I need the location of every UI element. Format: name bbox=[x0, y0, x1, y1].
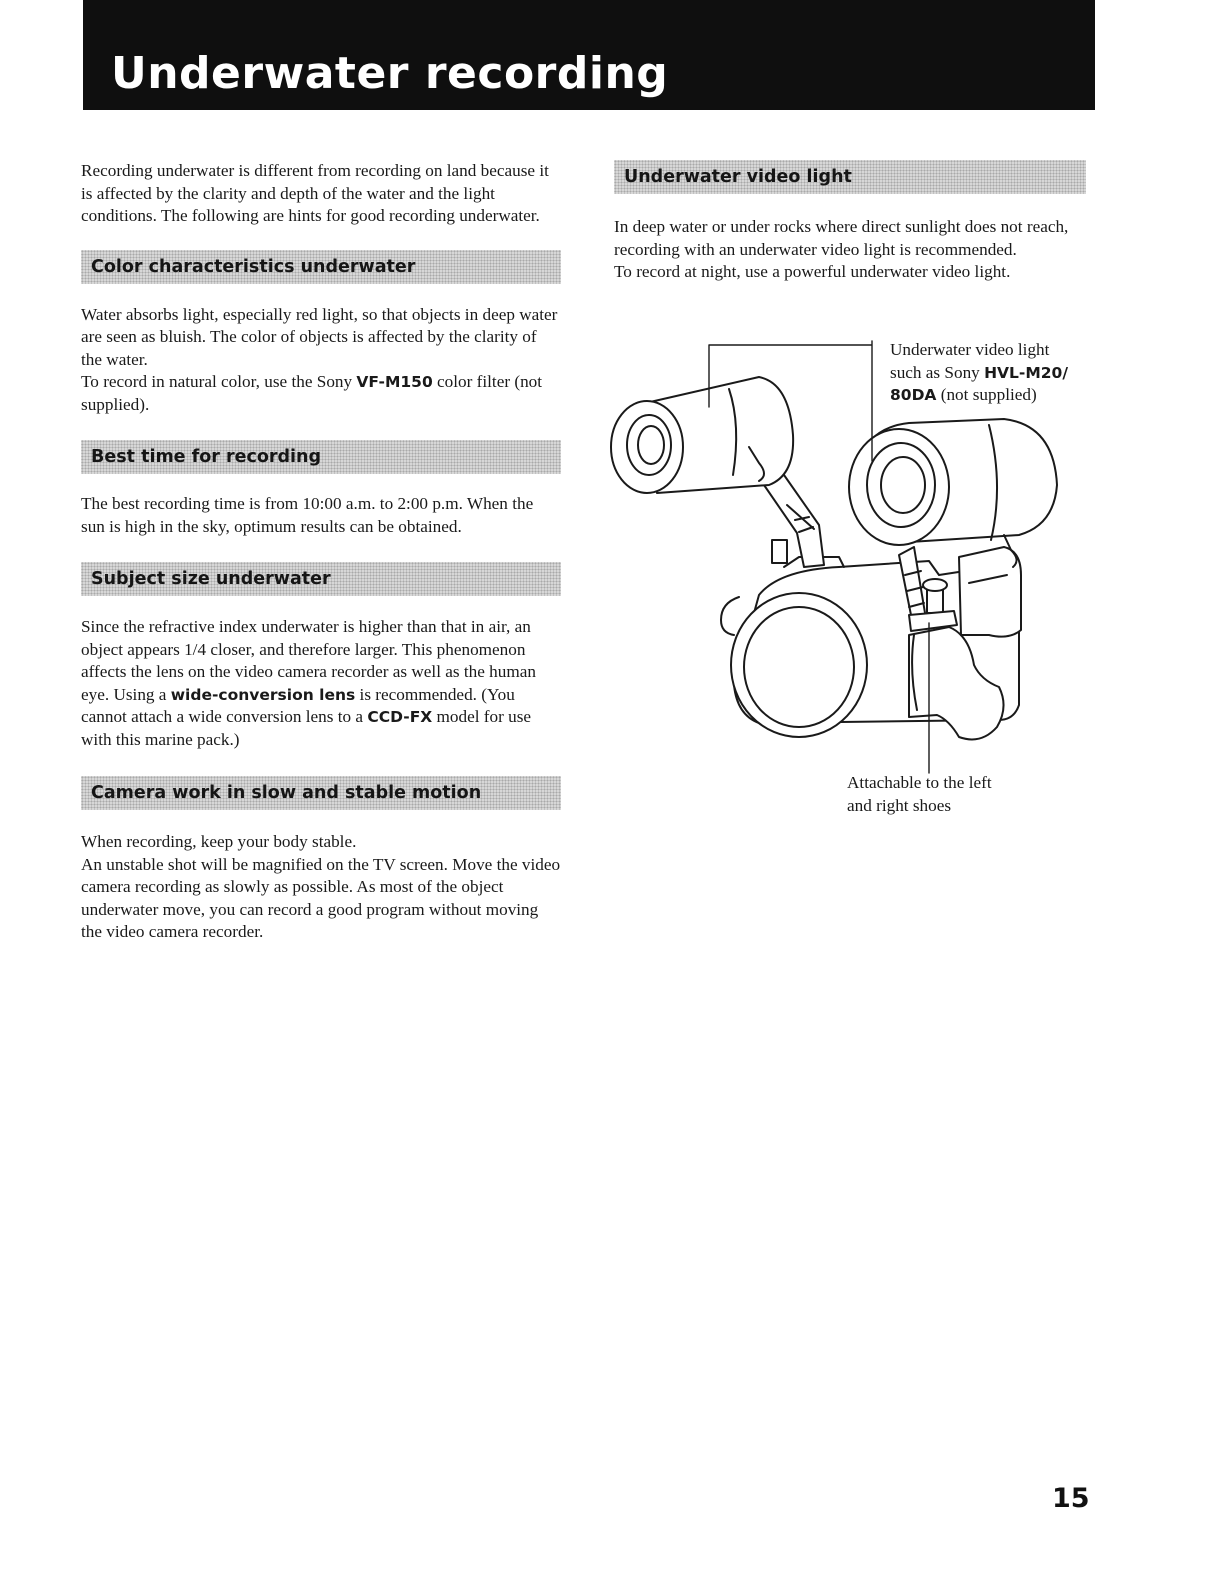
title-bar bbox=[83, 0, 1095, 110]
subject-text-a: Since the refractive index underwater is higher than that in air, an object appears 1/4 closer, and therefore larger. This phenomenon affects the lens on the video camera recorder as well as the human eye. Using a bbox=[81, 617, 536, 704]
ccd-fx-model: CCD-FX bbox=[367, 708, 433, 726]
color-text-1: Water absorbs light, especially red light, so that objects in deep water are seen as bluish. The color of objects is affected by the clarity of the water. bbox=[81, 304, 558, 369]
color-text-2c: color filter (not supplied). bbox=[81, 372, 543, 414]
camera-work-text-2: An unstable shot will be magnified on the TV screen. Move the video camera recording as slowly as possible. As most of the object underwater move, you can record a good program without moving the video camera recorder. bbox=[81, 854, 561, 941]
section-heading-best-time-label: Best time for recording bbox=[91, 447, 322, 467]
video-light-text-1: In deep water or under rocks where direct sunlight does not reach, recording with an underwater video light is recommended. bbox=[614, 217, 1069, 259]
camera-work-text-1: When recording, keep your body stable. bbox=[81, 832, 357, 851]
callout-shoes bbox=[847, 772, 992, 817]
subject-text-e: model for use with this marine pack.) bbox=[81, 707, 532, 749]
section-heading-subject-size bbox=[81, 562, 561, 596]
front-lens-ring bbox=[731, 593, 867, 737]
callout-light-line-2a: such as Sony bbox=[890, 362, 985, 382]
section-heading-camera-work-label: Camera work in slow and stable motion bbox=[91, 783, 482, 803]
section-heading-camera-work bbox=[81, 776, 561, 810]
page-number: 15 bbox=[1052, 1483, 1090, 1514]
camera-work-paragraph bbox=[81, 831, 561, 944]
light-model-2: 80DA bbox=[890, 386, 937, 404]
section-heading-color bbox=[81, 250, 561, 284]
intro-paragraph: Recording underwater is different from recording on land because it is affected by the clarity and depth of the water and the light conditions. The following are hints for good recording underwater. bbox=[81, 161, 549, 225]
light-model-1: HVL-M20/ bbox=[984, 363, 1068, 382]
section-heading-best-time bbox=[81, 440, 561, 474]
marine-pack-illustration bbox=[609, 335, 1099, 815]
section-heading-subject-size-label: Subject size underwater bbox=[91, 569, 331, 589]
subject-size-paragraph bbox=[81, 616, 561, 751]
callout-video-light bbox=[890, 339, 1068, 407]
video-light-text-2: To record at night, use a powerful underwater video light. bbox=[614, 262, 1011, 281]
knob-left bbox=[772, 540, 787, 563]
callout-light-line-3b: (not supplied) bbox=[936, 385, 1037, 404]
callout-light-line-1: Underwater video light bbox=[890, 340, 1050, 359]
callout-shoes-line-2: and right shoes bbox=[847, 795, 952, 815]
section-heading-video-light bbox=[614, 160, 1086, 194]
color-paragraph bbox=[81, 304, 561, 417]
page-title: Underwater recording bbox=[111, 48, 669, 99]
right-column bbox=[614, 160, 1104, 284]
video-light-paragraph bbox=[614, 216, 1104, 284]
color-text-2a: To record in natural color, use the Sony bbox=[81, 372, 357, 391]
callout-shoes-line-1: Attachable to the left bbox=[847, 773, 992, 792]
filter-model: VF-M150 bbox=[356, 373, 433, 391]
wide-conversion-lens: wide-conversion lens bbox=[170, 685, 356, 704]
subject-text-c: is recommended. (You cannot attach a wide conversion lens to a bbox=[81, 684, 515, 726]
section-heading-color-label: Color characteristics underwater bbox=[91, 256, 416, 277]
section-heading-video-light-label: Underwater video light bbox=[624, 167, 852, 187]
best-time-paragraph: The best recording time is from 10:00 a.m. to 2:00 p.m. When the sun is high in the sky, optimum results can be obtained. bbox=[81, 494, 534, 536]
left-column bbox=[81, 160, 561, 944]
